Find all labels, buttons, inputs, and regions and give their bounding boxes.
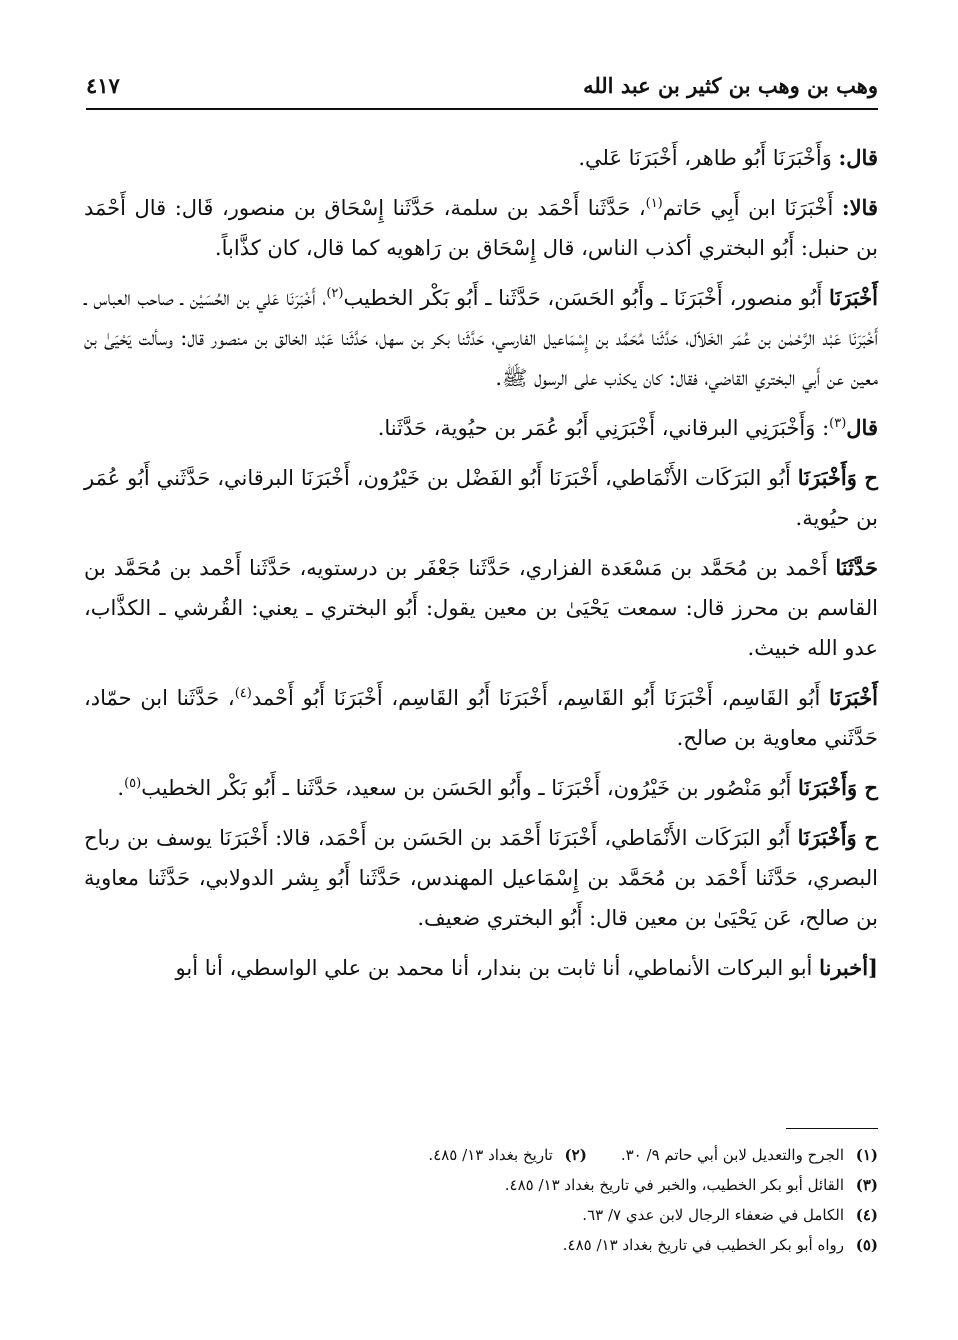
paragraph: ح وَأَخْبَرَنَا أَبُو مَنْصُور بن خَيْرُون، أَخْبَرَنَا ـ وأَبُو الحَسَن بن سعيد، حَدَّثَنا ـ أَبُو بَكْر الخطيب$^{(٥)}$. [117,775,878,800]
footnote-ref[interactable]: (٥) [124,776,142,791]
paragraph: قالا: أَخْبَرَنَا ابن أَبِي حَاتم$^{(١)}$، حَدَّثَنا أَحْمَد بن سلمة، حَدَّثَنا إِسْحَاق بن منصور، قَال: قال أَحْمَد بن حنبل: أَبُو البختري أكذب الناس، قال إِسْحَاق بن رَاهويه كما قال، كان كذَّاباً. [84,195,878,260]
footnote-text: الجرح والتعديل لابن أبي حاتم ٩/ ٣٠. [620,1146,844,1164]
footnote-ref[interactable]: (١) [645,196,663,211]
footnote-number: (٢) [564,1146,587,1164]
footnotes [300,1140,878,1260]
page-number: ٤١٧ [86,73,120,98]
footnote-ref[interactable]: (٤) [234,686,252,701]
footnote-item [300,1200,878,1230]
footnote-number: (٣) [855,1176,878,1194]
footnote-text: القائل أبو بكر الخطيب، والخبر في تاريخ بغداد ١٣/ ٤٨٥. [504,1176,844,1194]
footnote-number: (٤) [855,1206,878,1224]
paragraph: أَخْبَرَنَا أَبُو القَاسِم، أَخْبَرَنَا أَبُو القَاسِم، أَخْبَرَنَا أَبُو القَاسِم، أَخْبَرَنَا أَبُو أَحْمد$^{(٤)}$، حَدَّثَنا ابن حمّاد، حَدَّثَني معاوية بن صالح. [84,685,879,750]
header-divider [86,108,878,110]
footnote-text: الكامل في ضعفاء الرجال لابن عدي ٧/ ٦٣. [582,1206,844,1224]
footnote-item [300,1230,878,1260]
footnote-divider [786,1128,878,1129]
paragraph: ح وَأَخْبَرَنَا أَبُو البَرَكَات الأَنْمَاطي، أَخْبَرَنَا أَحْمَد بن الحَسَن بن أَحْمَد، قالا: أَخْبَرَنَا يوسف بن رباح البصري، حَدَّثَنا أَحْمَد بن مُحَمَّد بن إِسْمَاعيل المهندس، حَدَّثَنا أَبُو بِشر الدولابي، حَدَّثَنا معاوية بن صالح، عَن يَحْيَىٰ بن معين قال: أَبُو البختري ضعيف. [84,825,878,930]
page-header [86,58,878,98]
footnote-item [300,1140,878,1170]
paragraph: [أخبرنا أبو البركات الأنماطي، أنا ثابت بن بندار، أنا محمد بن علي الواسطي، أنا أبو [175,955,878,980]
paragraph: ح وَأَخْبَرَنَا أَبُو البَرَكَات الأَنْمَاطي، أَخْبَرَنَا أَبُو الفَضْل بن خَيْرُون، أَخْبَرَنَا البرقاني، حَدَّثَني أَبُو عُمَر بن حيُوية. [84,465,878,530]
footnote-text: تاريخ بغداد ١٣/ ٤٨٥. [428,1146,553,1164]
footnote-item [300,1170,878,1200]
footnote-number: (٥) [855,1236,878,1254]
footnote-number: (١) [855,1146,878,1164]
main-text [84,138,878,998]
paragraph: قال: وَأَخْبَرَنَا أَبُو طاهر، أَخْبَرَنَا عَلي. [578,145,878,170]
running-title: وهب بن وهب بن كثير بن عبد الله [583,73,878,98]
paragraph: حَدَّثَنَا أَحْمد بن مُحَمَّد بن مَسْعَدة الفزاري، حَدَّثَنا جَعْفَر بن درستويه، حَدَّثَنا أَحْمد بن مُحَمَّد بن القاسم بن محرز قال: سمعت يَحْيَىٰ بن معين يقول: أَبُو البختري ـ يعني: القُرشي ـ الكذَّاب، عدو الله خبيث. [84,555,878,660]
paragraph: قال$^{(٣)}$: وَأَخْبَرَنِي البرقاني، أَخْبَرَنِي أَبُو عُمَر بن حيُوية، حَدَّثَنا. [377,415,878,440]
paragraph: أَخْبَرَنَا أَبُو منصور، أَخْبَرَنَا ـ وأَبُو الحَسَن، حَدَّثَنا ـ أَبُو بَكْر الخطيب$^{(٢)}$، أَخْبَرَنَا عَلي بن الحُسَيْن ـ صاحب العباس ـ أَخْبَرَنَا عَبْد الرَّحْمٰن بن عُمَر الخَلاّل، حَدَّثَنا مُحَمَّد بن إِسْمَاعيل الفارسي، حَدَّثَنا بكر بن سهل، حَدَّثَنا عَبْد الخالق بن منصور قال: وسألت يَحْيَىٰ بن معين عن أَبي البختري القاضي، فقال: كان يكذب على الرسول ﷺ. [84,285,878,390]
footnote-ref[interactable]: (٣) [829,416,847,431]
footnote-ref[interactable]: (٢) [326,286,344,301]
footnote-text: رواه أبو بكر الخطيب في تاريخ بغداد ١٣/ ٤٨٥. [562,1236,844,1254]
